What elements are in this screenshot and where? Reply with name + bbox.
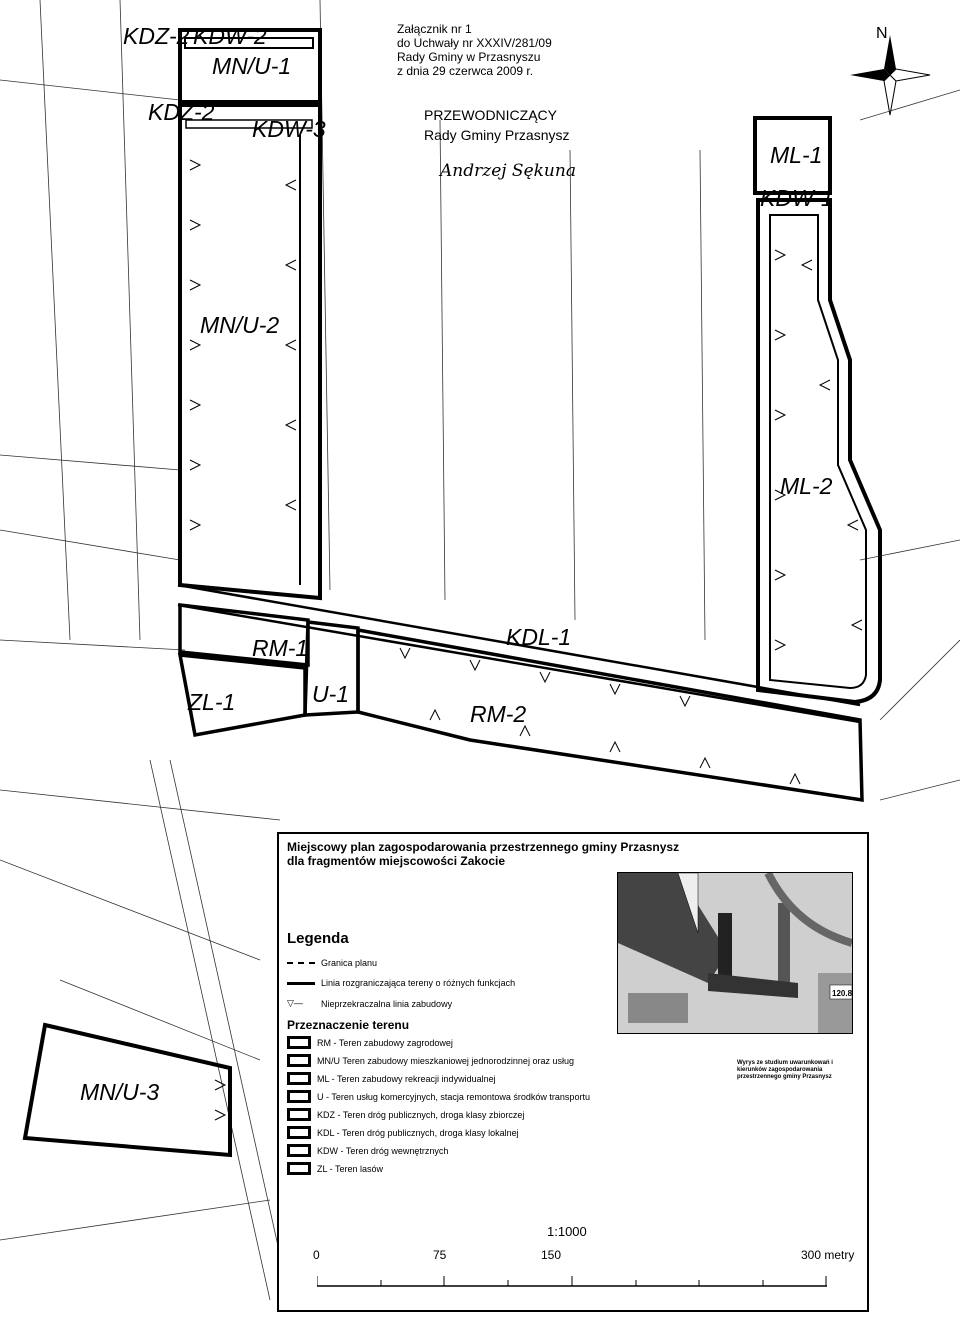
label-u-1: U-1 [312,681,350,707]
label-kdw-2: KDW-2 [193,23,267,49]
zone-box-icon [287,1108,311,1121]
label-rm-2: RM-2 [470,701,527,727]
zone-box-icon [287,1054,311,1067]
inset-note: Wyrys ze studium uwarunkowań i kierunków zagospodarowania przestrzennego gminy Przasnysz [737,1060,833,1080]
stamp-title: PRZEWODNICZĄCY [424,107,557,123]
legend-title-line-1: Miejscowy plan zagospodarowania przestrzennego gminy Przasnysz [287,840,680,854]
header-line-1: Załącznik nr 1 [397,22,472,36]
legend-item-rm [287,1036,453,1049]
legend-item-label: U - Teren usług komercyjnych, stacja remontowa środków transportu [317,1091,590,1102]
legend-line-label: Linia rozgraniczająca tereny o różnych funkcjach [321,978,516,988]
legend-item-ml [287,1072,496,1085]
legend-item-label: KDL - Teren dróg publicznych, droga klasy lokalnej [317,1127,519,1138]
zone-box-icon [287,1126,311,1139]
solid-line-icon [287,982,315,985]
label-kdw-1: KDW-1 [760,185,834,211]
label-kdl-1: KDL-1 [506,624,572,650]
header-line-3: Rady Gminy w Przasnyszu [397,50,541,64]
header-line-4: z dnia 29 czerwca 2009 r. [397,64,534,78]
legend-item-label: RM - Teren zabudowy zagrodowej [317,1037,453,1048]
label-ml-1: ML-1 [770,142,823,168]
scale-tick-0: 0 [313,1248,320,1262]
scale-tick-75: 75 [433,1248,447,1262]
location-inset-map [617,872,853,1034]
legend-item-label: ML - Teren zabudowy rekreacji indywidualnej [317,1073,496,1084]
legend-item-label: KDZ - Teren dróg publicznych, droga klasy zbiorczej [317,1109,525,1120]
legend-line-label: Nieprzekraczalna linia zabudowy [321,998,453,1009]
zone-box-icon [287,1036,311,1049]
purpose-heading: Przeznaczenie terenu [287,1018,410,1032]
header-line-2: do Uchwały nr XXXIV/281/09 [397,36,552,50]
stamp-subtitle: Rady Gminy Przasnysz [424,127,570,143]
legend-line-label: Granica planu [321,958,378,968]
legend-title-line-2: dla fragmentów miejscowości Zakocie [287,854,506,868]
scale-bar [317,1268,827,1288]
legend-item-zl [287,1162,383,1175]
scale-tick-300: 300 metry [801,1248,855,1262]
label-mnu-1: MN/U-1 [212,53,292,79]
triangle-line-icon: ▽— [287,998,303,1008]
legend-item-label: MN/U Teren zabudowy mieszkaniowej jednorodzinnej oraz usług [317,1055,574,1066]
label-kdz-2-top: KDZ-2 [123,23,190,49]
legend-item-kdz [287,1108,524,1121]
label-kdw-3: KDW-3 [252,116,326,142]
zone-box-icon [287,1144,311,1157]
legend-line-plan-boundary [287,958,377,968]
label-kdz-2-mid: KDZ-2 [148,99,215,125]
inset-elevation: 120.8 [832,989,852,998]
label-rm-1: RM-1 [252,635,309,661]
legend-title [287,840,717,868]
legend-heading: Legenda [287,930,349,947]
legend-item-u [287,1090,590,1103]
zone-box-icon [287,1072,311,1085]
legend-line-building [287,998,452,1009]
north-label: N [876,25,888,42]
label-zl-1: ZL-1 [188,689,236,715]
header-attachment [397,22,552,78]
legend-line-separation [287,978,515,988]
zone-box-icon [287,1090,311,1103]
zone-box-icon [287,1162,311,1175]
scale-tick-150: 150 [541,1248,562,1262]
legend-item-kdw [287,1144,448,1157]
zone-rm-2-boundary [358,630,862,800]
legend-item-kdl [287,1126,519,1139]
inset-map-image [618,873,852,1033]
stamp-signature: Andrzej Sękuna [440,161,576,181]
dashed-line-icon [287,962,315,964]
scale-ratio: 1:1000 [547,1224,587,1239]
legend-panel [277,832,869,1312]
legend-item-label: ZL - Teren lasów [317,1163,384,1174]
label-mnu-2: MN/U-2 [200,312,280,338]
legend-item-label: KDW - Teren dróg wewnętrznych [317,1145,449,1156]
legend-item-mnu [287,1054,574,1067]
label-mnu-3: MN/U-3 [80,1079,160,1105]
label-ml-2: ML-2 [780,473,833,499]
